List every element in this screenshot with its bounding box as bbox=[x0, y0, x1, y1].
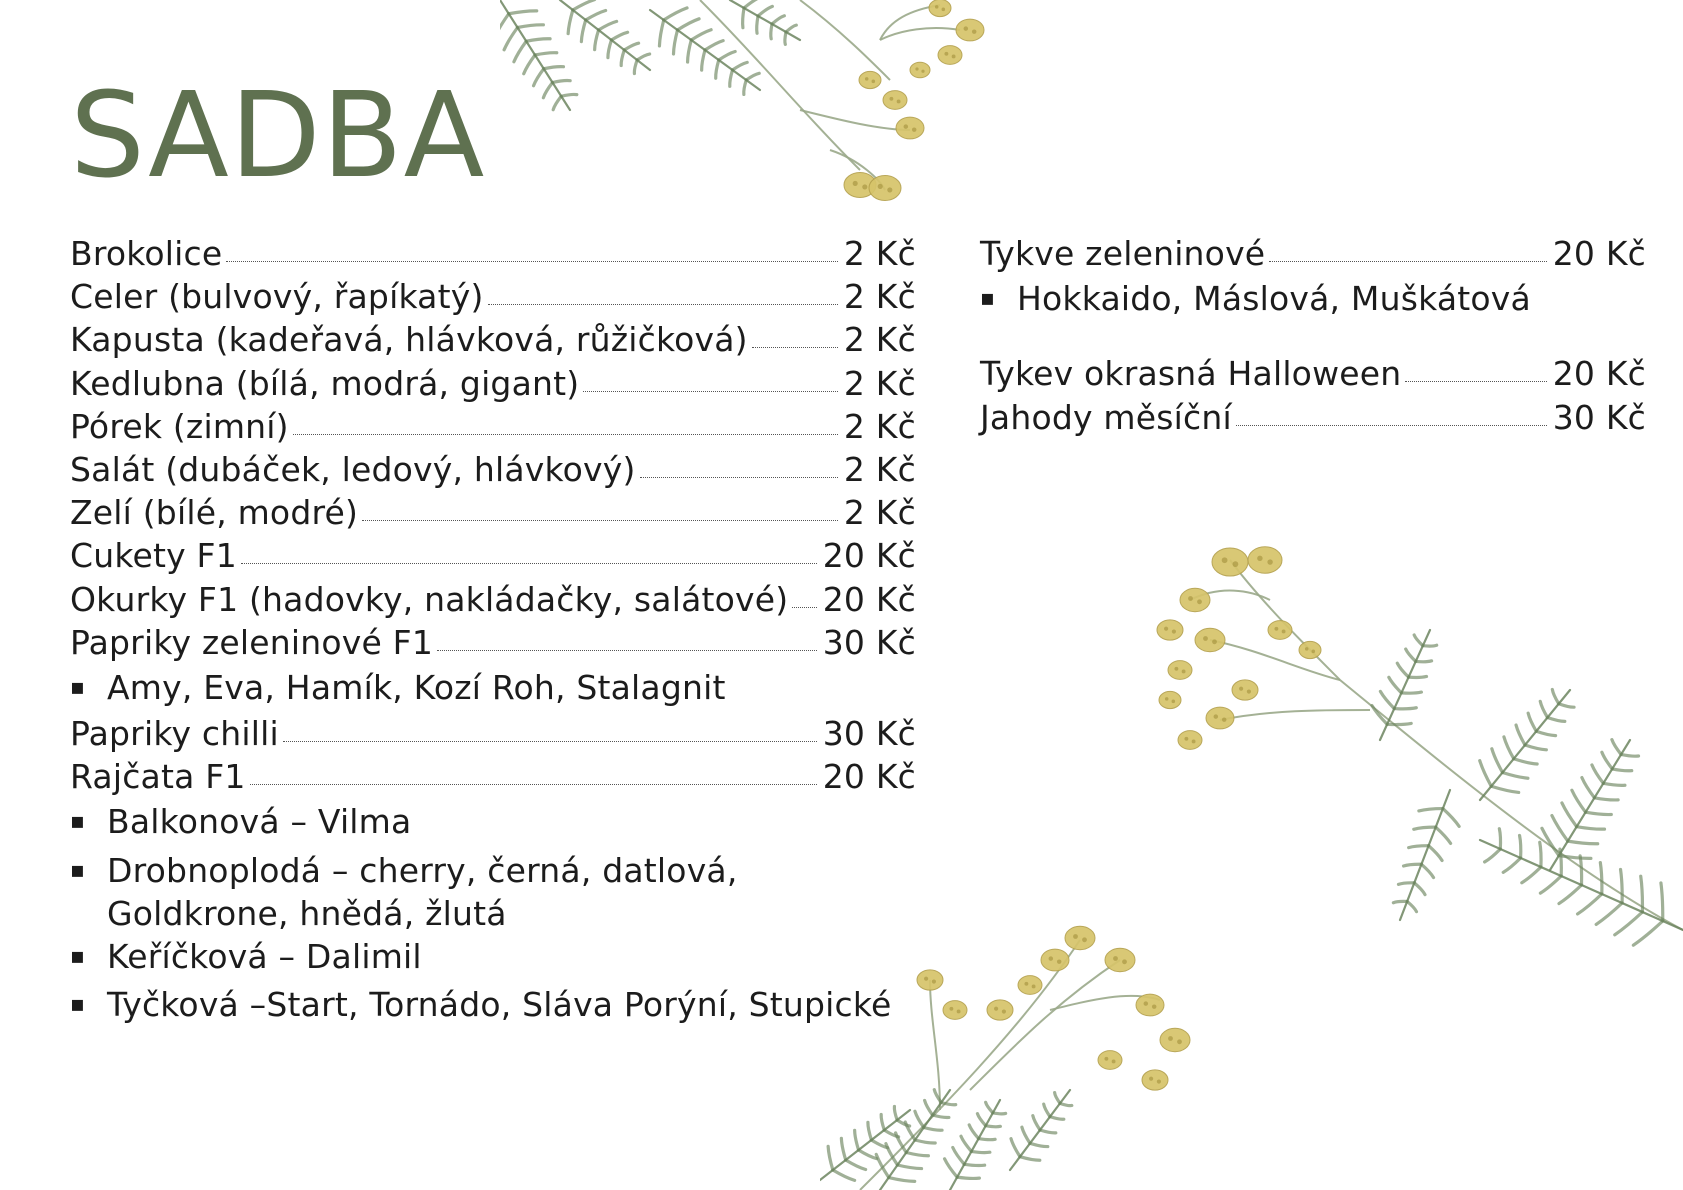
dot-leader bbox=[792, 607, 816, 608]
item-name: Papriky zeleninové F1 bbox=[70, 622, 434, 662]
bullet-icon: ▪ bbox=[980, 286, 996, 312]
variety-text: Drobnoplodá – cherry, černá, datlová, Goldkrone, hnědá, žlutá bbox=[107, 850, 738, 933]
price-row bbox=[70, 450, 916, 493]
item-name: Brokolice bbox=[70, 234, 223, 273]
variety-list-item bbox=[70, 935, 916, 983]
item-name: Pórek (zimní) bbox=[70, 406, 289, 446]
dot-leader bbox=[488, 304, 838, 305]
item-price: 30 Kč bbox=[822, 714, 916, 754]
item-price: 20 Kč bbox=[1552, 354, 1646, 394]
price-row bbox=[70, 757, 916, 800]
item-name: Kapusta (kadeřavá, hlávková, růžičková) bbox=[70, 320, 748, 360]
dot-leader bbox=[283, 741, 817, 742]
price-row bbox=[70, 407, 916, 450]
variety-text: Amy, Eva, Hamík, Kozí Roh, Stalagnit bbox=[107, 667, 726, 707]
item-price: 2 Kč bbox=[843, 449, 916, 489]
price-list-right bbox=[980, 234, 1646, 441]
price-row bbox=[70, 714, 916, 757]
variety-list-item bbox=[70, 666, 916, 714]
item-price: 20 Kč bbox=[1552, 234, 1646, 273]
variety-list-item bbox=[70, 800, 916, 848]
price-row bbox=[70, 623, 916, 666]
item-price: 2 Kč bbox=[843, 363, 916, 403]
price-row bbox=[70, 580, 916, 623]
dot-leader bbox=[250, 784, 817, 785]
price-row bbox=[70, 277, 916, 320]
item-name: Papriky chilli bbox=[70, 714, 279, 754]
item-name: Kedlubna (bílá, modrá, gigant) bbox=[70, 363, 580, 403]
bullet-icon: ▪ bbox=[70, 944, 86, 970]
price-row bbox=[980, 354, 1646, 397]
item-price: 30 Kč bbox=[1552, 397, 1646, 437]
variety-text: Keříčková – Dalimil bbox=[107, 937, 422, 977]
price-row bbox=[980, 398, 1646, 441]
dot-leader bbox=[1269, 261, 1546, 262]
item-price: 2 Kč bbox=[843, 406, 916, 446]
item-name: Rajčata F1 bbox=[70, 757, 246, 797]
item-name: Cukety F1 bbox=[70, 536, 237, 576]
item-price: 2 Kč bbox=[843, 320, 916, 360]
bullet-icon: ▪ bbox=[70, 809, 86, 835]
dot-leader bbox=[752, 347, 838, 348]
item-name: Jahody měsíční bbox=[980, 397, 1232, 437]
bullet-icon: ▪ bbox=[70, 857, 86, 883]
dot-leader bbox=[1236, 425, 1547, 426]
spacer bbox=[980, 325, 1646, 354]
variety-list-item bbox=[980, 277, 1646, 325]
item-name: Okurky F1 (hadovky, nakládačky, salátové) bbox=[70, 579, 789, 619]
yarrow-illustration-bottom bbox=[820, 910, 1280, 1190]
dot-leader bbox=[362, 520, 838, 521]
price-row bbox=[70, 493, 916, 536]
variety-list-item bbox=[70, 983, 916, 1031]
item-name: Zelí (bílé, modré) bbox=[70, 493, 359, 533]
item-price: 20 Kč bbox=[822, 757, 916, 797]
yarrow-illustration-top bbox=[500, 0, 1060, 210]
item-price: 2 Kč bbox=[843, 277, 916, 317]
price-row bbox=[70, 536, 916, 579]
page-title: SADBA bbox=[70, 66, 486, 204]
price-row bbox=[980, 234, 1646, 277]
bullet-icon: ▪ bbox=[70, 674, 86, 700]
dot-leader bbox=[583, 391, 838, 392]
item-name: Salát (dubáček, ledový, hlávkový) bbox=[70, 449, 636, 489]
item-price: 2 Kč bbox=[843, 493, 916, 533]
item-name: Tykev okrasná Halloween bbox=[980, 354, 1402, 394]
dot-leader bbox=[226, 261, 838, 262]
dot-leader bbox=[241, 563, 817, 564]
variety-list-item bbox=[70, 849, 916, 935]
item-name: Tykve zeleninové bbox=[980, 234, 1266, 273]
variety-text: Hokkaido, Máslová, Muškátová bbox=[1017, 279, 1531, 319]
item-name: Celer (bulvový, řapíkatý) bbox=[70, 277, 484, 317]
price-row bbox=[70, 364, 916, 407]
item-price: 30 Kč bbox=[822, 622, 916, 662]
dot-leader bbox=[437, 650, 817, 651]
item-price: 20 Kč bbox=[822, 536, 916, 576]
variety-text: Tyčková –Start, Tornádo, Sláva Porýní, Stupické bbox=[107, 985, 892, 1025]
variety-text: Balkonová – Vilma bbox=[107, 802, 412, 842]
item-price: 20 Kč bbox=[822, 579, 916, 619]
price-row bbox=[70, 234, 916, 277]
dot-leader bbox=[1405, 381, 1546, 382]
bullet-icon: ▪ bbox=[70, 992, 86, 1018]
dot-leader bbox=[640, 477, 838, 478]
price-list-left bbox=[70, 234, 916, 1031]
price-row bbox=[70, 320, 916, 363]
dot-leader bbox=[293, 434, 838, 435]
item-price: 2 Kč bbox=[843, 234, 916, 273]
